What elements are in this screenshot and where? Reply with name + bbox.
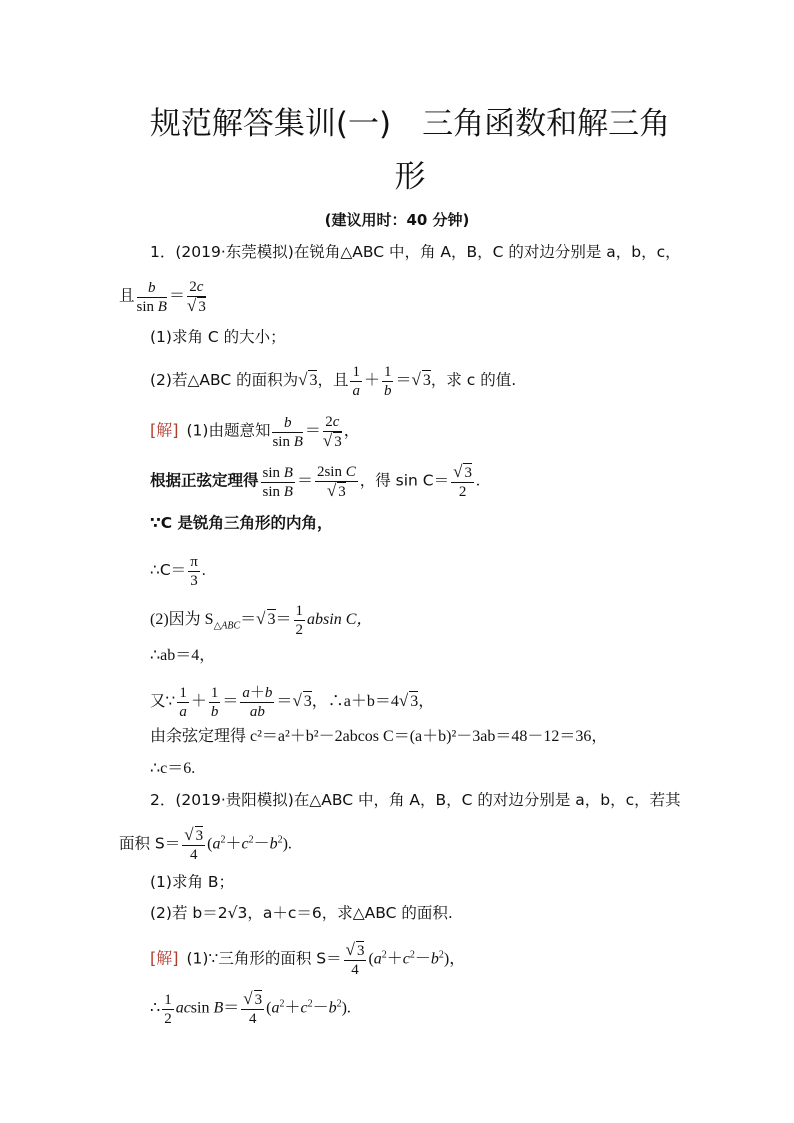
q1-condition: 且 $\frac{b}{\text{sin B}}$ ＝ $\frac{2c}{√ 3}$ xyxy=(119,279,206,315)
q1-sol-line8: 由余弦定理得 c²＝a²＋b²－2abcos C＝(a＋b)²－3ab＝48－12＝36， xyxy=(150,728,608,745)
q2-sol-line2: ∴ $\frac{1}{2}$ acsin B＝ $\frac{√ 3}{4}$ $(a^2+c^2-b^2)$. xyxy=(150,989,351,1027)
q2-part2: (2)若 b＝2√3，a＋c＝6，求△ABC 的面积. xyxy=(150,904,453,922)
q1-sol-line4: ∴C＝ $\frac{\pi}{3}$ . xyxy=(150,554,206,589)
q1-part1: (1)求角 C 的大小； xyxy=(150,328,286,346)
q1-sol-line1: [解] (1)由题意知 $\frac{b}{\text{sin B}}$ ＝ $\frac{2c}{√ 3}$ ， xyxy=(150,414,360,450)
doc-title-line2: 形 xyxy=(394,159,426,195)
time-hint: (建议用时：40 分钟) xyxy=(324,211,470,229)
q2-stem: 2．(2019·贵阳模拟)在△ABC 中，角 A，B，C 的对边分别是 a，b，c，若其 xyxy=(150,791,681,809)
q1-sol-line5: (2)因为 $S_{\triangle ABC}=√$ 3＝ $\frac{1}{2}$ absin C， xyxy=(150,603,373,638)
q1-sol-line7: 又∵ $\frac{1}{a}$ ＋ $\frac{1}{b}$ ＝ $\frac{a+b}{ab}$ ＝√ 3，∴a＋b＝4√ 3， xyxy=(150,685,435,720)
q1-sol-line9: ∴c＝6. xyxy=(150,760,196,777)
solution-label: [解] xyxy=(150,420,179,440)
q1-sol-line2: 根据正弦定理得 $\frac{\text{sin B}}{\text{sin B}}$ ＝ $\frac{\text{2sin C}}{√ 3}$ ，得 sin C＝ $\frac{√ 3}{2}$ . xyxy=(150,462,480,500)
q1-part2: (2)若△ABC 的面积为√ 3，且 $\frac{1}{a}$ ＋ $\frac{1}{b}$ ＝√ 3，求 c 的值. xyxy=(150,364,517,399)
q1-stem: 1．(2019·东莞模拟)在锐角△ABC 中，角 A，B，C 的对边分别是 a，b，c， xyxy=(150,243,681,261)
q1-sol-line6: ∴ab＝4， xyxy=(150,647,216,664)
q2-area-formula: 面积 S＝ $\frac{√ 3}{4}$ $(a^2+c^2-b^2)$. xyxy=(119,825,292,863)
q2-sol-line1: [解] (1)∵三角形的面积 S＝ $\frac{√ 3}{4}$ $(a^2+c^2-b^2)$， xyxy=(150,940,466,978)
q2-part1: (1)求角 B； xyxy=(150,873,235,891)
q1-sol-line3: ∵C 是锐角三角形的内角， xyxy=(150,514,333,532)
doc-title-line1: 规范解答集训(一) 三角函数和解三角 xyxy=(149,106,671,142)
